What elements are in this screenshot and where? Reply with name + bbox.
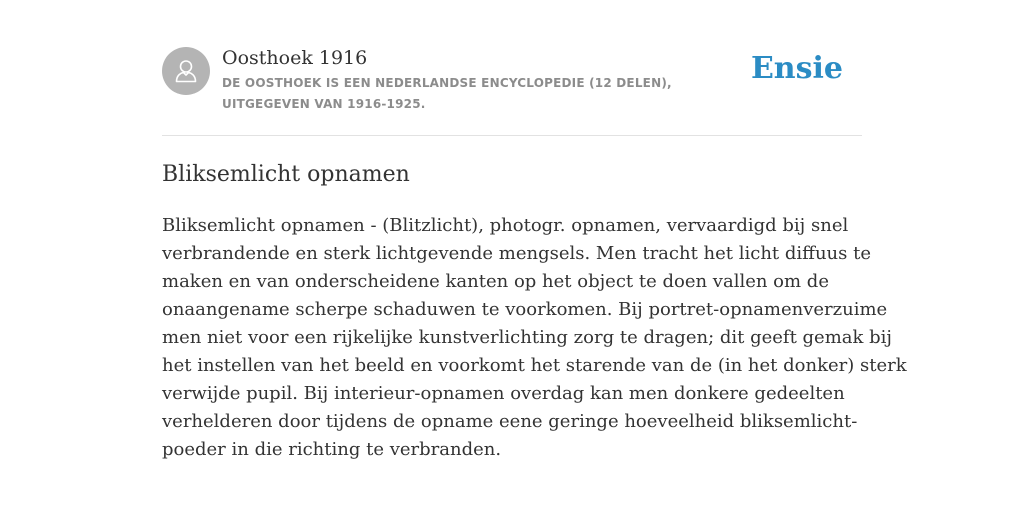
article-body-line: onaangename scherpe schaduwen te voorkomen. Bij portret-opnamenverzuime	[162, 299, 888, 320]
user-silhouette-icon	[162, 47, 210, 95]
article-body-line: verhelderen door tijdens de opname eene geringe hoeveelheid bliksemlicht-	[162, 411, 858, 432]
article-body-line: het instellen van het beeld en voorkomt het starende van de (in het donker) sterk	[162, 355, 907, 376]
article-body-line: maken en van onderscheidene kanten op het object te doen vallen om de	[162, 271, 829, 292]
article-body-line: verwijde pupil. Bij interieur-opnamen overdag kan men donkere gedeelten	[162, 383, 845, 404]
article-body-line: Bliksemlicht opnamen - (Blitzlicht), photogr. opnamen, vervaardigd bij snel	[162, 215, 849, 236]
source-name[interactable]: Oosthoek 1916	[222, 47, 368, 69]
article-body-line: verbrandende en sterk lichtgevende mengsels. Men tracht het licht diffuus te	[162, 243, 871, 264]
source-description: DE OOSTHOEK IS EEN NEDERLANDSE ENCYCLOPEDIE (12 DELEN), UITGEGEVEN VAN 1916-1925.	[222, 76, 672, 111]
article-body-line: men niet voor een rijkelijke kunstverlichting zorg te dragen; dit geeft gemak bij	[162, 327, 892, 348]
article-title: Bliksemlicht opnamen	[162, 162, 410, 187]
source-avatar[interactable]	[162, 47, 210, 95]
article-body	[162, 212, 907, 464]
brand-logo[interactable]: Ensie	[750, 51, 843, 86]
article-page	[162, 0, 907, 460]
source-header	[162, 0, 862, 136]
article-body-line: poeder in die richting te verbranden.	[162, 439, 502, 460]
